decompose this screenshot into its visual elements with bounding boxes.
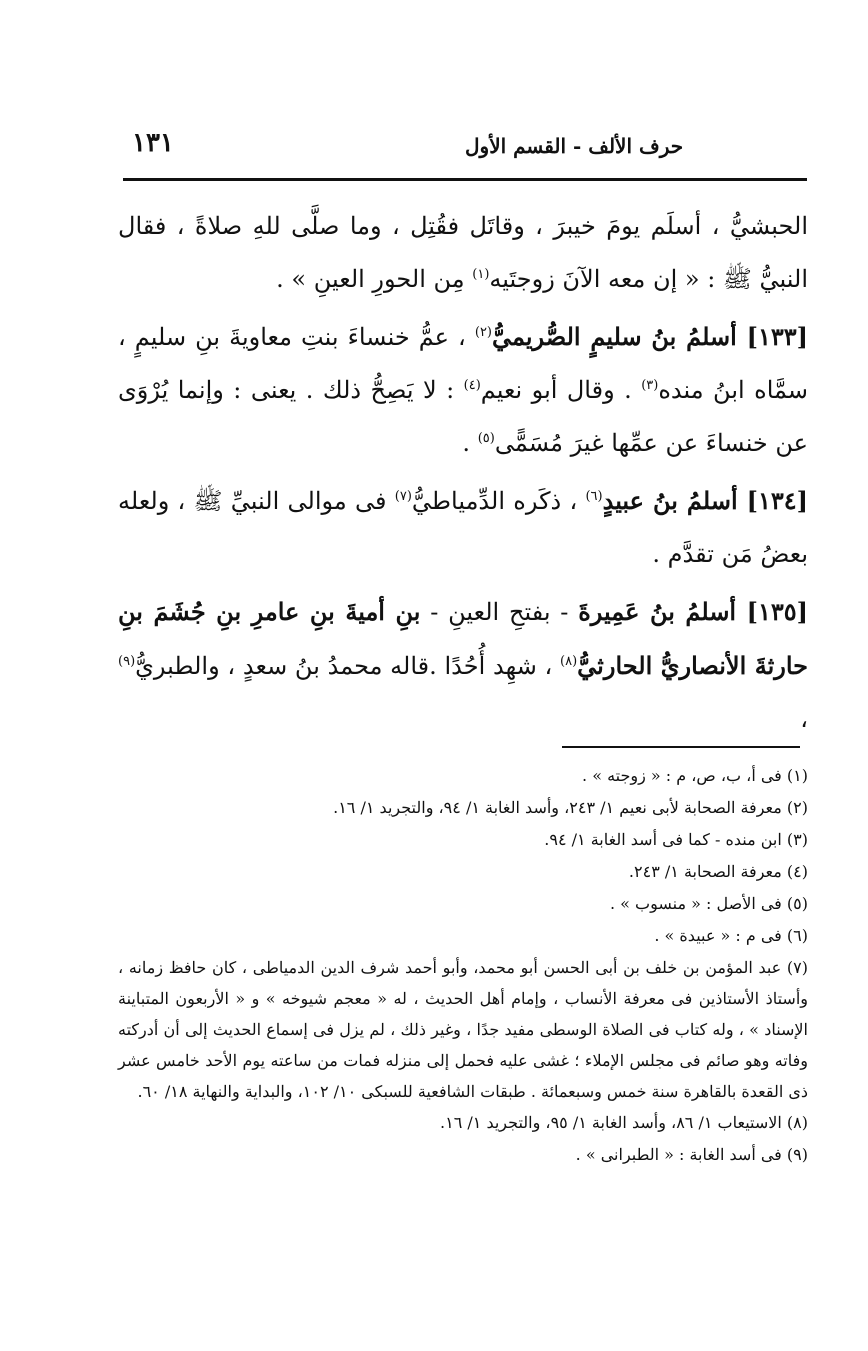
footnote-marker: (٨) bbox=[560, 654, 578, 669]
footnote-6: (٦) فى م : « عبيدة » . bbox=[654, 926, 808, 945]
paragraph-text: الحبشيُّ ، أسلَم يومَ خيبرَ ، وقاتَل فقُتِل ، وما صلَّى للهِ صلاةً ، فقال النبيُّ ﷺ : « إن معه الآنَ زوجتَيه bbox=[118, 212, 808, 293]
entry-text: ، شهِد أُحُدًا .قاله محمدُ بنُ سعدٍ ، والطبريُّ bbox=[135, 652, 561, 680]
footnote-marker: (٣) bbox=[641, 378, 659, 393]
entry-text: - بفتحِ العينِ - bbox=[420, 598, 579, 626]
paragraph-continuation bbox=[118, 200, 808, 306]
footnotes bbox=[118, 760, 808, 1171]
footnote-4: (٤) معرفة الصحابة ١/ ٢٤٣. bbox=[628, 862, 808, 881]
footnote-marker: (٧) bbox=[394, 489, 412, 504]
page-header bbox=[120, 128, 810, 168]
entry-134 bbox=[118, 474, 808, 581]
footnote-marker: (٤) bbox=[463, 378, 481, 393]
entry-133 bbox=[118, 310, 808, 470]
footnote-5: (٥) فى الأصل : « منسوب » . bbox=[610, 894, 808, 913]
entry-text: ، ذكَره الدِّمياطيُّ bbox=[411, 487, 586, 515]
footnote-3: (٣) ابن منده - كما فى أسد الغابة ١/ ٩٤. bbox=[544, 830, 808, 849]
footnote-marker: (١) bbox=[472, 267, 490, 282]
entry-number: [١٣٤] bbox=[746, 486, 808, 515]
footnote-8: (٨) الاستيعاب ١/ ٨٦، وأسد الغابة ١/ ٩٥، والتجريد ١/ ١٦. bbox=[440, 1113, 808, 1132]
running-title: حرف الألف - القسم الأول bbox=[465, 134, 684, 158]
entry-text: . bbox=[462, 429, 478, 457]
footnote-marker: (٢) bbox=[474, 325, 492, 340]
header-rule bbox=[123, 178, 807, 181]
paragraph-text: مِن الحورِ العينِ » . bbox=[276, 265, 473, 293]
entry-name: أسلمُ بنُ عَمِيرةَ bbox=[578, 597, 747, 626]
entry-name: أسلمُ بنُ سليمٍ الصُّريميُّ bbox=[492, 322, 747, 351]
footnote-rule bbox=[562, 746, 800, 748]
footnote-2: (٢) معرفة الصحابة لأبى نعيم ١/ ٢٤٣، وأسد الغابة ١/ ٩٤، والتجريد ١/ ١٦. bbox=[333, 798, 808, 817]
entry-text: ، bbox=[800, 705, 808, 733]
footnote-1: (١) فى أ، ب، ص، م : « زوجته » . bbox=[582, 766, 808, 785]
entry-text: : لا يَصِحُّ ذلك . يعنى : وإنما يُرْوَى عن خنساءَ عن عمِّها غيرَ مُسَمًّى bbox=[118, 376, 808, 457]
entry-name: أسلمُ بنُ عبيدٍ bbox=[602, 486, 747, 515]
page-number: ١٣١ bbox=[132, 128, 174, 158]
footnote-marker: (٥) bbox=[477, 431, 495, 446]
main-text bbox=[118, 200, 808, 746]
footnote-marker: (٦) bbox=[585, 489, 603, 504]
footnote-marker: (٩) bbox=[118, 654, 136, 669]
entry-text: ، عمُّ خنساءَ بنتِ معاويةَ بنِ سليمٍ ، سمَّاه ابنُ منده bbox=[118, 323, 808, 404]
entry-text: . وقال أبو نعيم bbox=[480, 376, 642, 404]
entry-135 bbox=[118, 585, 808, 746]
entry-number: [١٣٣] bbox=[746, 322, 808, 351]
footnote-9: (٩) فى أسد الغابة : « الطبرانى » . bbox=[575, 1145, 808, 1164]
entry-text: فى موالى النبيِّ ﷺ ، ولعله بعضُ مَن تقدَّم . bbox=[118, 487, 808, 568]
entry-number: [١٣٥] bbox=[746, 597, 808, 626]
entry-name-continued: بنِ أميةَ بنِ عامرِ بنِ جُشَمَ بنِ حارثةَ الأنصاريُّ الحارثيُّ bbox=[118, 597, 808, 680]
footnote-7: (٧) عبد المؤمن بن خلف بن أبى الحسن أبو محمد، وأبو أحمد شرف الدين الدمياطى ، كان حافظ زمانه ، وأستاذ الأستاذين فى معرفة الأنساب ، وإمام أهل الحديث ، له « معجم شيوخه » و « الأربعون المتباينة الإسناد » ، وله كتاب فى الصلاة الوسطى مفيد جدًا ، وغير ذلك ، لم يزل فى إسماع الحديث إلى أن أدركته وفاته وهو صائم فى مجلس الإملاء ؛ غشى عليه فحمل إلى منزله فمات من ساعته يوم الأحد خامس عشر ذى القعدة بالقاهرة سنة خمس وسبعمائة . طبقات الشافعية للسبكى ١٠/ ١٠٢، والبداية والنهاية ١٨/ ٦٠. bbox=[118, 958, 808, 1101]
